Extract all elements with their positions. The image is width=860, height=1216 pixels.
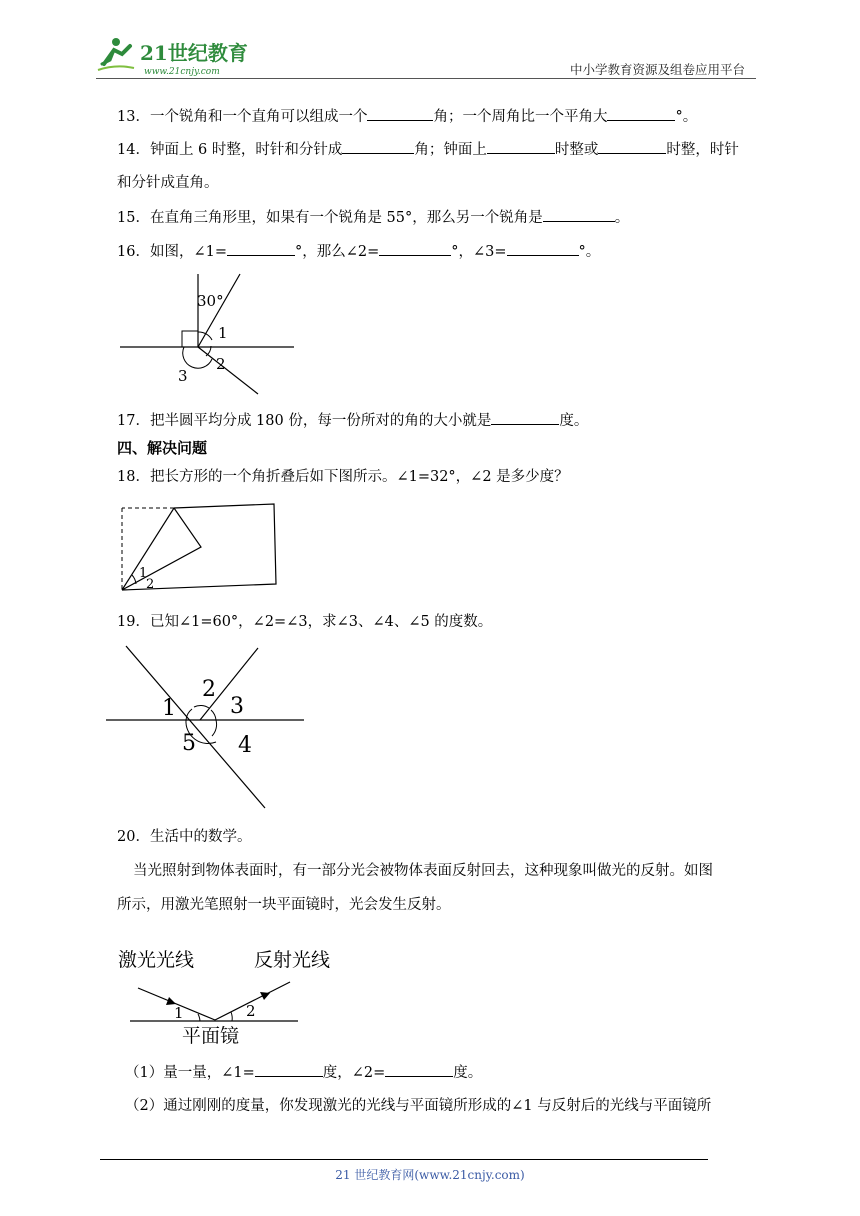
angle-30-label: 30° xyxy=(197,292,224,310)
footer-link[interactable]: 21 世纪教育网(www.21cnjy.com) xyxy=(335,1168,525,1182)
question-14-line2: 和分针成直角。 xyxy=(117,175,219,191)
header-divider xyxy=(96,78,756,79)
question-20-paragraph-cont: 所示，用激光笔照射一块平面镜时，光会发生反射。 xyxy=(117,897,451,913)
answer-blank[interactable] xyxy=(491,410,559,425)
angle-2-label: 2 xyxy=(246,1002,256,1020)
figure-q18 xyxy=(112,500,282,596)
question-18: 18．把长方形的一个角折叠后如下图所示。∠1=32°，∠2 是多少度？ xyxy=(117,469,569,485)
platform-name: 中小学教育资源及组卷应用平台 xyxy=(570,62,746,77)
answer-blank[interactable] xyxy=(227,241,295,256)
answer-blank[interactable] xyxy=(367,106,433,121)
section-heading: 四、解决问题 xyxy=(117,439,208,457)
answer-blank[interactable] xyxy=(607,106,675,121)
question-20-part-1: （1）量一量，∠1= 度，∠2= 度。 xyxy=(125,1062,482,1083)
question-17: 17．把半圆平均分成 180 份，每一份所对的角的大小就是 度。 xyxy=(117,410,588,431)
angle-3-label: 3 xyxy=(178,367,188,385)
runner-icon xyxy=(98,38,134,70)
question-20-part-2: （2）通过刚刚的度量，你发现激光的光线与平面镜所形成的∠1 与反射后的光线与平面镜所 xyxy=(125,1098,712,1114)
question-15: 15．在直角三角形里，如果有一个锐角是 55°，那么另一个锐角是 。 xyxy=(117,207,629,228)
figure-q20 xyxy=(112,940,352,1048)
logo-title: 21世纪教育 xyxy=(140,41,248,65)
answer-blank[interactable] xyxy=(507,241,579,256)
angle-2-label: 2 xyxy=(146,577,155,592)
figure-q19 xyxy=(100,640,310,812)
answer-blank[interactable] xyxy=(598,139,666,154)
angle-1-label: 1 xyxy=(218,324,228,342)
question-20: 20．生活中的数学。 xyxy=(117,829,252,845)
answer-blank[interactable] xyxy=(342,139,414,154)
mirror-label: 平面镜 xyxy=(182,1025,240,1047)
angle-1-label: 1 xyxy=(174,1004,184,1022)
question-13: 13．一个锐角和一个直角可以组成一个 角；一个周角比一个平角大 °。 xyxy=(117,106,697,127)
question-19: 19．已知∠1=60°，∠2=∠3，求∠3、∠4、∠5 的度数。 xyxy=(117,614,493,630)
site-logo xyxy=(96,34,266,78)
angle-4-label: 4 xyxy=(238,733,252,758)
figure-q16 xyxy=(112,268,302,398)
answer-blank[interactable] xyxy=(543,207,615,222)
question-20-paragraph: 当光照射到物体表面时，有一部分光会被物体表面反射回去，这种现象叫做光的反射。如图 xyxy=(133,863,713,879)
logo-url: www.21cnjy.com xyxy=(144,67,220,77)
angle-2-label: 2 xyxy=(202,677,216,702)
answer-blank[interactable] xyxy=(255,1062,323,1077)
angle-1-label: 1 xyxy=(139,566,148,581)
answer-blank[interactable] xyxy=(487,139,555,154)
answer-blank[interactable] xyxy=(379,241,451,256)
footer-divider xyxy=(100,1159,708,1160)
angle-5-label: 5 xyxy=(182,731,196,756)
angle-3-label: 3 xyxy=(230,694,244,719)
angle-1-label: 1 xyxy=(162,696,176,721)
angle-2-label: 2 xyxy=(216,355,226,373)
question-14: 14．钟面上 6 时整，时针和分针成 角；钟面上 时整或 时整，时针 xyxy=(117,139,739,160)
reflected-ray-label: 反射光线 xyxy=(254,949,331,971)
question-16: 16．如图，∠1= °，那么∠2= °，∠3= °。 xyxy=(117,241,600,262)
answer-blank[interactable] xyxy=(385,1062,453,1077)
incident-ray-label: 激光光线 xyxy=(118,949,195,971)
